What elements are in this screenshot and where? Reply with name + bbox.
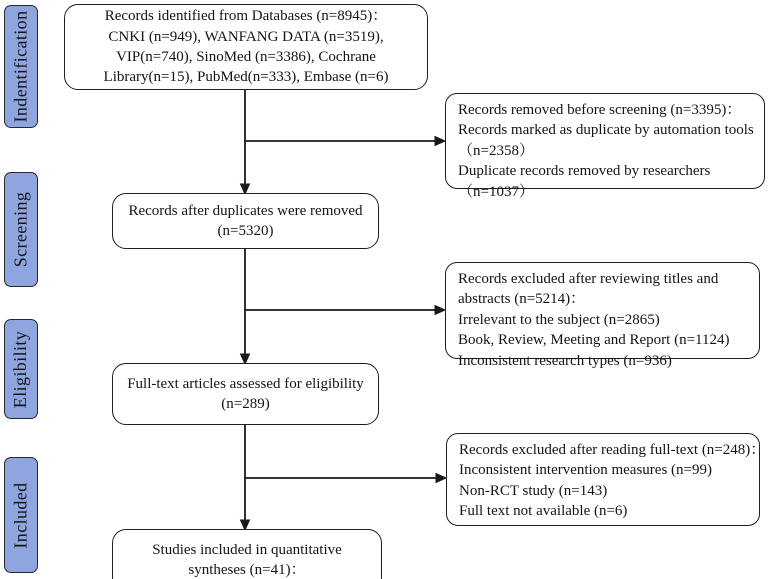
arrowhead-right-3 (436, 474, 446, 483)
stage-identification (4, 5, 38, 128)
text-line: (n=289) (221, 396, 270, 412)
text-line: （n=1037） (458, 183, 534, 200)
box-fulltext-assessed (112, 363, 379, 425)
box-records-identified (64, 4, 428, 90)
text-line: Duplicate records removed by researchers (458, 163, 711, 180)
stage-eligibility-label: Eligibility (10, 330, 31, 408)
text-line: Inconsistent research types (n=936) (458, 352, 672, 369)
text-line: Records removed before screening (n=3395)： (458, 102, 742, 118)
text-line: Inconsistent intervention measures (n=99) (459, 462, 712, 479)
text-line: (n=5320) (217, 223, 274, 239)
text-line: Library(n=15), PubMed(n=333), Embase (n=6) (103, 69, 389, 86)
text-line: Non-RCT study (n=143) (459, 482, 608, 499)
text-line: Full-text articles assessed for eligibility (127, 375, 364, 392)
text-line: Full text not available (n=6) (459, 503, 628, 520)
text-line: CNKI (n=949), WANFANG DATA (n=3519), (108, 28, 384, 45)
stage-included (4, 457, 38, 573)
stage-identification-label: Indentification (10, 10, 31, 123)
text-line: Records identified from Databases (n=8945)： (104, 8, 388, 25)
box-records-excluded-fulltext (446, 433, 766, 526)
text-line: syntheses (n=41)： (188, 562, 306, 578)
arrowhead-right-2 (435, 306, 445, 315)
text-line: Studies included in quantitative (152, 541, 342, 558)
text-line: Records excluded after reading full-text (n=248)： (459, 442, 766, 458)
box-records-after-duplicates (112, 193, 379, 249)
text-line: abstracts (n=5214)： (458, 291, 586, 308)
stage-screening (4, 172, 38, 287)
stage-screening-label: Screening (10, 191, 31, 268)
box-studies-included-quantitative (112, 529, 382, 579)
text-line: VIP(n=740), SinoMed (n=3386), Cochrane (116, 49, 376, 65)
text-line: Records excluded after reviewing titles and (458, 271, 719, 287)
text-line: Records after duplicates were removed (128, 202, 363, 219)
text-line: （n=2358） (458, 142, 534, 159)
text-line: Book, Review, Meeting and Report (n=1124) (458, 332, 730, 349)
text-line: Records marked as duplicate by automation tools (458, 122, 754, 139)
stage-eligibility (4, 319, 38, 419)
stage-included-label: Included (10, 481, 31, 549)
text-line: Irrelevant to the subject (n=2865) (458, 311, 660, 328)
box-records-removed-before-screening (445, 93, 765, 200)
box-records-excluded-titles-abstracts (445, 262, 760, 369)
arrowhead-right-1 (435, 137, 445, 146)
